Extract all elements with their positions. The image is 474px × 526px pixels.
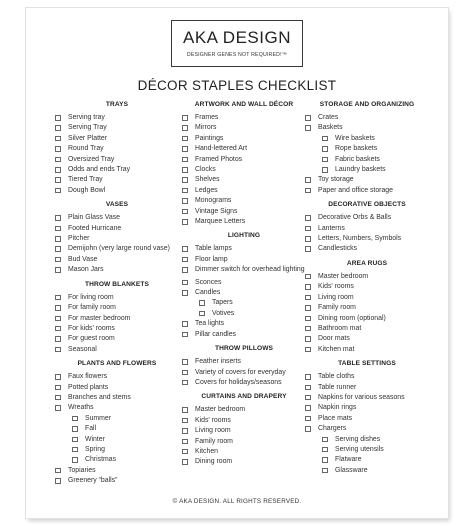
- item-label: Master bedroom: [318, 272, 369, 280]
- checklist-item: [55, 165, 179, 175]
- checklist-item: [305, 372, 429, 382]
- checklist-item: [305, 424, 429, 434]
- item-label: Oversized Tray: [68, 155, 115, 163]
- checkbox[interactable]: [182, 219, 188, 225]
- item-label: Dining room (optional): [318, 314, 386, 322]
- section-heading: DECORATIVE OBJECTS: [328, 201, 406, 209]
- checklist-item: [182, 437, 306, 447]
- checklist-item: [182, 207, 306, 217]
- checklist-item: [305, 414, 429, 424]
- item-label: Plain Glass Vase: [68, 214, 120, 222]
- checkbox[interactable]: [55, 326, 61, 332]
- item-label: Floor lamp: [195, 255, 228, 263]
- checklist-item: [182, 155, 306, 165]
- section-heading: THROW BLANKETS: [84, 280, 150, 288]
- item-label: Table lamps: [195, 245, 232, 253]
- checkbox[interactable]: [182, 177, 188, 183]
- item-label: Table runner: [318, 383, 357, 391]
- checkbox[interactable]: [305, 295, 311, 301]
- checklist-item: [55, 134, 179, 144]
- checkbox[interactable]: [55, 316, 61, 322]
- checkbox[interactable]: [305, 326, 311, 332]
- checklist-item: [305, 393, 429, 403]
- item-label: Dimmer switch for overhead lighting: [195, 266, 305, 274]
- checklist-item: [55, 466, 179, 476]
- checklist-item: [305, 403, 429, 413]
- checklist-item: [55, 383, 179, 393]
- item-label: Candlesticks: [318, 245, 358, 253]
- checklist-item: [305, 314, 429, 324]
- item-label: Toy storage: [318, 176, 354, 184]
- item-label: Napkin rings: [318, 404, 357, 412]
- item-label: Tiered Tray: [68, 176, 103, 184]
- checkbox[interactable]: [55, 125, 61, 131]
- item-label: Ledges: [195, 186, 218, 194]
- checklist-item: [55, 224, 179, 234]
- item-label: Table cloths: [318, 373, 355, 381]
- checklist-subitem: [305, 165, 429, 175]
- checkbox[interactable]: [182, 459, 188, 465]
- item-label: Serving tray: [68, 114, 105, 121]
- checklist-subitem: [305, 445, 429, 455]
- item-label: Master bedroom: [195, 406, 246, 414]
- checklist-item: [305, 213, 429, 223]
- checklist-subitem: [305, 134, 429, 144]
- checkbox[interactable]: [182, 125, 188, 131]
- item-label: For living room: [68, 293, 114, 301]
- checklist-item: [182, 265, 306, 277]
- checklist-subitem: [305, 435, 429, 445]
- item-label: Rope baskets: [335, 145, 378, 153]
- item-label: Lanterns: [318, 224, 345, 232]
- checkbox[interactable]: [55, 146, 61, 152]
- checkbox[interactable]: [55, 295, 61, 301]
- checkbox[interactable]: [55, 267, 61, 273]
- checklist-subitem: [305, 155, 429, 165]
- checklist-item: [305, 224, 429, 234]
- checklist-item: [55, 265, 179, 275]
- item-label: Chargers: [318, 425, 347, 433]
- checklist-subitem: [305, 455, 429, 465]
- item-label: Sconces: [195, 278, 222, 286]
- checklist-item: [182, 144, 306, 154]
- item-label: Footed Hurricane: [68, 224, 122, 232]
- checkbox[interactable]: [305, 226, 311, 232]
- item-label: Pillar candles: [195, 330, 236, 338]
- checkbox[interactable]: [72, 426, 78, 432]
- checklist-item: [55, 123, 179, 133]
- checkbox[interactable]: [182, 157, 188, 163]
- checklist-item: [182, 113, 306, 123]
- checkbox[interactable]: [182, 115, 188, 121]
- section-heading: PLANTS AND FLOWERS: [77, 360, 157, 368]
- item-label: Potted plants: [68, 383, 109, 391]
- item-label: Vintage Signs: [195, 207, 238, 215]
- checklist-item: [55, 113, 179, 123]
- item-label: Bud Vase: [68, 255, 98, 263]
- checklist-item: [182, 405, 306, 415]
- checkbox[interactable]: [55, 226, 61, 232]
- checklist-item: [305, 303, 429, 313]
- checklist-item: [55, 213, 179, 223]
- checklist-item: [182, 244, 306, 254]
- checkbox[interactable]: [305, 374, 311, 380]
- checkbox[interactable]: [55, 136, 61, 142]
- checklist-item: [55, 234, 179, 244]
- checklist-item: [182, 175, 306, 185]
- item-label: Mason Jars: [68, 266, 104, 274]
- checkbox[interactable]: [182, 267, 188, 273]
- item-label: Tea lights: [195, 320, 225, 328]
- checkbox[interactable]: [55, 305, 61, 311]
- checkbox[interactable]: [305, 416, 311, 422]
- checklist-item: [182, 378, 306, 388]
- checkbox[interactable]: [305, 395, 311, 401]
- item-label: Mirrors: [195, 124, 217, 132]
- checkbox[interactable]: [182, 188, 188, 194]
- checkbox[interactable]: [322, 447, 328, 453]
- checkbox[interactable]: [322, 457, 328, 463]
- checklist-item: [55, 155, 179, 165]
- checkbox[interactable]: [305, 115, 311, 121]
- item-label: Bathroom mat: [318, 324, 362, 332]
- checklist-subitem: [182, 309, 306, 319]
- item-label: Fabric baskets: [335, 155, 380, 163]
- checkbox[interactable]: [305, 236, 311, 242]
- checkbox[interactable]: [72, 416, 78, 422]
- checklist-item: [182, 447, 306, 457]
- item-label: Kitchen mat: [318, 345, 355, 353]
- checkbox[interactable]: [55, 374, 61, 380]
- checklist-item: [182, 196, 306, 206]
- checkbox[interactable]: [305, 177, 311, 183]
- checklist-item: [182, 123, 306, 133]
- checklist-item: [305, 282, 429, 292]
- checkbox[interactable]: [305, 426, 311, 432]
- item-label: Marquee Letters: [195, 218, 246, 226]
- item-label: Tapers: [212, 299, 233, 307]
- item-label: Seasonal: [68, 345, 97, 353]
- item-label: Odds and ends Tray: [68, 166, 131, 174]
- checkbox[interactable]: [305, 405, 311, 411]
- item-label: Wire baskets: [335, 134, 375, 142]
- item-label: Wreaths: [68, 404, 94, 412]
- checkbox[interactable]: [182, 359, 188, 365]
- checkbox[interactable]: [305, 316, 311, 322]
- checkbox[interactable]: [322, 437, 328, 443]
- item-label: Demijohn (very large round vase): [68, 245, 170, 253]
- item-label: Monograms: [195, 197, 232, 205]
- checkbox[interactable]: [305, 246, 311, 252]
- checklist-subitem: [55, 455, 179, 465]
- item-label: Dining room: [195, 458, 233, 466]
- checkbox[interactable]: [305, 215, 311, 221]
- logo: [171, 20, 303, 67]
- page-title: DÉCOR STAPLES CHECKLIST: [137, 78, 337, 93]
- checklist-item: [305, 272, 429, 282]
- item-label: Serving utensils: [335, 445, 384, 453]
- checkbox[interactable]: [305, 305, 311, 311]
- checkbox[interactable]: [182, 332, 188, 338]
- item-label: Frames: [195, 114, 219, 121]
- item-label: Clocks: [195, 166, 216, 174]
- item-label: For family room: [68, 304, 116, 312]
- checkbox[interactable]: [72, 457, 78, 463]
- checkbox[interactable]: [182, 167, 188, 173]
- item-label: Pitcher: [68, 235, 90, 243]
- checklist-item: [55, 372, 179, 382]
- checklist-item: [305, 293, 429, 303]
- item-label: Place mats: [318, 414, 353, 422]
- section-heading: VASES: [105, 201, 129, 209]
- item-label: Flatware: [335, 456, 362, 464]
- checkbox[interactable]: [182, 370, 188, 376]
- checklist-item: [182, 288, 306, 298]
- checkbox[interactable]: [305, 284, 311, 290]
- item-label: Covers for holidays/seasons: [195, 378, 282, 386]
- checklist-item: [305, 244, 429, 254]
- checkbox[interactable]: [305, 125, 311, 131]
- checklist-subitem: [55, 445, 179, 455]
- checklist-item: [182, 426, 306, 436]
- checkbox[interactable]: [182, 418, 188, 424]
- checklist-item: [182, 457, 306, 467]
- checklist-subitem: [55, 414, 179, 424]
- checklist-item: [55, 314, 179, 324]
- checkbox[interactable]: [72, 437, 78, 443]
- item-label: Dough Bowl: [68, 186, 106, 194]
- checklist-subitem: [55, 424, 179, 434]
- checklist-item: [182, 319, 306, 329]
- item-label: Living room: [318, 293, 354, 301]
- checkbox[interactable]: [55, 395, 61, 401]
- checkbox[interactable]: [182, 146, 188, 152]
- item-label: Paintings: [195, 134, 224, 142]
- checkbox[interactable]: [199, 300, 205, 306]
- checkbox[interactable]: [55, 246, 61, 252]
- item-label: Baskets: [318, 124, 343, 132]
- checkbox[interactable]: [55, 157, 61, 163]
- item-label: Candles: [195, 289, 221, 297]
- item-label: Feather inserts: [195, 358, 241, 366]
- item-label: Silver Platter: [68, 134, 108, 142]
- item-label: Spring: [85, 445, 105, 453]
- section-heading: LIGHTING: [227, 232, 261, 240]
- item-label: Letters, Numbers, Symbols: [318, 235, 402, 243]
- checklist-item: [182, 278, 306, 288]
- logo-tagline: DESIGNER GENES NOT REQUIRED!™: [186, 52, 288, 58]
- checklist-item: [55, 324, 179, 334]
- item-label: Christmas: [85, 456, 117, 464]
- item-label: Crates: [318, 114, 339, 121]
- checkbox[interactable]: [305, 385, 311, 391]
- checkbox[interactable]: [72, 447, 78, 453]
- item-label: Laundry baskets: [335, 166, 386, 174]
- section-heading: TRAYS: [105, 101, 129, 108]
- checkbox[interactable]: [199, 311, 205, 317]
- checkbox[interactable]: [182, 246, 188, 252]
- checkbox[interactable]: [322, 136, 328, 142]
- checkbox[interactable]: [55, 115, 61, 121]
- checkbox[interactable]: [322, 157, 328, 163]
- item-label: For master bedroom: [68, 314, 131, 322]
- checklist-item: [55, 393, 179, 403]
- item-label: Napkins for various seasons: [318, 393, 405, 401]
- checklist-item: [305, 186, 429, 196]
- checklist-item: [55, 293, 179, 303]
- section-heading: AREA RUGS: [346, 259, 388, 267]
- checkbox[interactable]: [305, 347, 311, 353]
- checklist-subitem: [305, 144, 429, 154]
- checkbox[interactable]: [55, 236, 61, 242]
- checklist-item: [55, 476, 179, 486]
- checklist-item: [55, 244, 179, 254]
- checklist-item: [182, 416, 306, 426]
- checkbox[interactable]: [55, 385, 61, 391]
- checkbox[interactable]: [305, 336, 311, 342]
- checklist-subitem: [305, 466, 429, 476]
- item-label: Serving dishes: [335, 435, 381, 443]
- copyright-footer: © AKA DESIGN. ALL RIGHTS RESERVED.: [172, 498, 302, 505]
- checkbox[interactable]: [55, 468, 61, 474]
- item-label: Summer: [85, 414, 112, 422]
- checkbox[interactable]: [55, 188, 61, 194]
- checkbox[interactable]: [305, 274, 311, 280]
- checklist-item: [55, 334, 179, 344]
- item-label: Framed Photos: [195, 155, 243, 163]
- checklist-subitem: [182, 298, 306, 308]
- checkbox[interactable]: [182, 290, 188, 296]
- item-label: Serving Tray: [68, 124, 107, 132]
- checklist-item: [182, 217, 306, 227]
- checklist-item: [55, 186, 179, 196]
- checklist-item: [182, 357, 306, 367]
- checkbox[interactable]: [305, 188, 311, 194]
- item-label: Topiaries: [68, 466, 96, 474]
- checkbox[interactable]: [322, 167, 328, 173]
- item-label: For guest room: [68, 335, 115, 343]
- checkbox[interactable]: [182, 257, 188, 263]
- item-label: Faux flowers: [68, 373, 108, 381]
- checklist-item: [55, 403, 179, 413]
- item-label: Round Tray: [68, 145, 104, 153]
- item-label: Greenery “balls”: [68, 477, 118, 485]
- item-label: Paper and office storage: [318, 186, 393, 194]
- checklist-item: [182, 186, 306, 196]
- item-label: Kitchen: [195, 447, 218, 455]
- item-label: Winter: [85, 435, 105, 443]
- item-label: Hand-lettered Art: [195, 145, 248, 153]
- item-label: Living room: [195, 427, 231, 435]
- checkbox[interactable]: [55, 215, 61, 221]
- checkbox[interactable]: [55, 167, 61, 173]
- item-label: Kids' rooms: [318, 283, 354, 291]
- checklist-item: [305, 113, 429, 123]
- checkbox[interactable]: [182, 407, 188, 413]
- checklist-item: [182, 255, 306, 265]
- checklist-item: [182, 368, 306, 378]
- checkbox[interactable]: [182, 321, 188, 327]
- section-heading: CURTAINS AND DRAPERY: [201, 393, 287, 401]
- checkbox[interactable]: [322, 146, 328, 152]
- checklist-item: [305, 383, 429, 393]
- logo-name: AKA DESIGN: [183, 28, 291, 47]
- checkbox[interactable]: [182, 209, 188, 215]
- item-label: Kids' rooms: [195, 416, 231, 424]
- item-label: Branches and stems: [68, 393, 131, 401]
- checkbox[interactable]: [55, 478, 61, 484]
- checklist-column-1: [55, 100, 179, 487]
- checkbox[interactable]: [55, 405, 61, 411]
- checkbox[interactable]: [55, 177, 61, 183]
- checkbox[interactable]: [182, 380, 188, 386]
- checkbox[interactable]: [182, 198, 188, 204]
- section-heading: TABLE SETTINGS: [338, 360, 396, 368]
- checklist-item: [55, 255, 179, 265]
- item-label: Fall: [85, 425, 97, 433]
- section-heading: THROW PILLOWS: [214, 345, 274, 353]
- section-heading: ARTWORK AND WALL DÉCOR: [194, 101, 294, 108]
- checklist-item: [182, 165, 306, 175]
- checkbox[interactable]: [322, 468, 328, 474]
- checklist-item: [182, 134, 306, 144]
- checklist-item: [55, 175, 179, 185]
- checklist-item: [55, 345, 179, 355]
- section-heading: STORAGE AND ORGANIZING: [319, 101, 415, 108]
- item-label: For kids' rooms: [68, 324, 115, 332]
- checklist-item: [305, 334, 429, 344]
- checklist-column-2: [182, 100, 306, 468]
- item-label: Shelves: [195, 176, 220, 184]
- checklist-item: [305, 123, 429, 133]
- checkbox[interactable]: [182, 449, 188, 455]
- checkbox[interactable]: [182, 428, 188, 434]
- checkbox[interactable]: [182, 136, 188, 142]
- item-label: Door mats: [318, 335, 350, 343]
- checklist-item: [182, 330, 306, 340]
- checklist-subitem: [55, 435, 179, 445]
- item-label: Glassware: [335, 466, 368, 474]
- item-label: Decorative Orbs & Balls: [318, 214, 392, 222]
- item-label: Variety of covers for everyday: [195, 368, 286, 376]
- checklist-item: [55, 303, 179, 313]
- item-label: Family room: [318, 304, 356, 312]
- checkbox[interactable]: [55, 336, 61, 342]
- checkbox[interactable]: [55, 257, 61, 263]
- checklist-page: [26, 8, 448, 518]
- checklist-item: [305, 345, 429, 355]
- checklist-item: [305, 234, 429, 244]
- item-label: Family room: [195, 437, 233, 445]
- checkbox[interactable]: [182, 280, 188, 286]
- item-label: Votives: [212, 309, 235, 317]
- checkbox[interactable]: [182, 439, 188, 445]
- checklist-item: [55, 144, 179, 154]
- checklist-item: [305, 324, 429, 334]
- checklist-column-3: [305, 100, 429, 476]
- checkbox[interactable]: [55, 347, 61, 353]
- checklist-item: [305, 175, 429, 185]
